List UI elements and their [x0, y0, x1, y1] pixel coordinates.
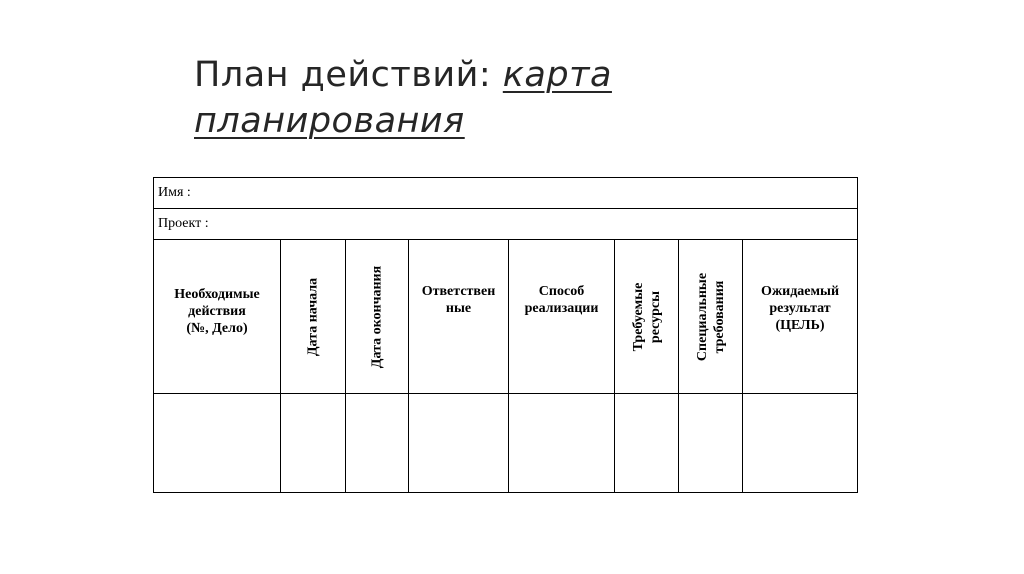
header-line: требования	[711, 280, 727, 353]
header-line: Дата начала	[305, 277, 321, 356]
header-line: ные	[445, 301, 472, 316]
slide-title	[194, 52, 794, 144]
table-cell[interactable]	[409, 394, 509, 493]
project-field-row[interactable]	[154, 209, 858, 240]
header-line: Необходимые	[174, 287, 260, 302]
name-label: Имя :	[158, 185, 191, 200]
table-cell[interactable]	[346, 394, 409, 493]
header-start-date	[281, 240, 346, 394]
table-cell[interactable]	[281, 394, 346, 493]
header-implementation-method	[509, 240, 615, 394]
header-end-date	[346, 240, 409, 394]
header-line: Специальные	[694, 272, 710, 361]
header-line: (№, Дело)	[186, 321, 248, 336]
header-line: результат	[769, 301, 831, 316]
header-expected-result	[743, 240, 858, 394]
project-label: Проект :	[158, 216, 209, 231]
table-cell[interactable]	[679, 394, 743, 493]
header-line: Требуемые	[630, 282, 646, 351]
header-line: реализации	[524, 301, 599, 316]
header-required-resources	[615, 240, 679, 394]
header-special-requirements	[679, 240, 743, 394]
title-plain: План действий:	[194, 55, 503, 95]
header-line: Способ	[538, 284, 585, 299]
header-line: Дата окончания	[369, 265, 385, 368]
header-line: ресурсы	[647, 290, 663, 343]
name-field-row[interactable]	[154, 178, 858, 209]
table-cell[interactable]	[154, 394, 281, 493]
header-line: Ответствен	[421, 284, 496, 299]
table-cell[interactable]	[509, 394, 615, 493]
header-vertical-text	[630, 282, 664, 351]
header-row	[154, 240, 858, 394]
header-vertical-text	[694, 272, 728, 360]
table-cell[interactable]	[615, 394, 679, 493]
header-responsible	[409, 240, 509, 394]
header-required-actions	[154, 240, 281, 394]
table-row	[154, 394, 858, 493]
header-line: действия	[188, 304, 246, 319]
title-emphasis-line1: карта	[502, 55, 612, 95]
title-emphasis-line2: планирования	[194, 101, 465, 141]
header-line: (ЦЕЛЬ)	[775, 318, 825, 333]
table-cell[interactable]	[743, 394, 858, 493]
planning-map-table	[153, 177, 858, 493]
header-line: Ожидаемый	[760, 284, 840, 299]
